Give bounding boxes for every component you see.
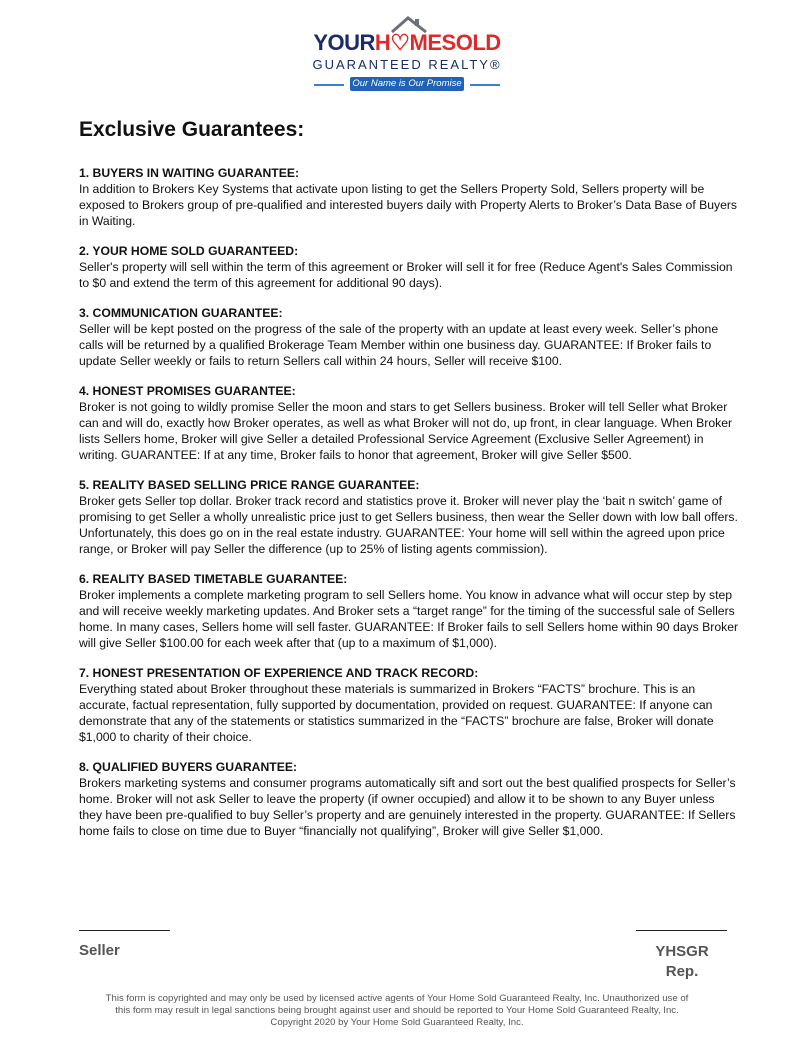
guarantee-title: 1. BUYERS IN WAITING GUARANTEE: [79,166,300,180]
rep-label [655,942,709,982]
guarantee-item [79,383,739,463]
page-title: Exclusive Guarantees: [79,118,305,141]
logo-letters-me: ME [409,30,442,55]
rep-label-line2: Rep. [665,963,699,980]
guarantee-title: 8. QUALIFIED BUYERS GUARANTEE: [79,760,298,774]
logo-tagline: Our Name is Our Promise [350,77,464,91]
logo-heart-icon: ♡ [390,30,410,55]
guarantee-title: 6. REALITY BASED TIMETABLE GUARANTEE: [79,572,348,586]
guarantee-text: In addition to Brokers Key Systems that activate upon listing to get the Sellers Property Sold, Sellers property will be exposed to Brokers group of pre-qualified and interested buyers daily with Property Alerts to Broker’s Data Base of Buyers in Waiting. [79,182,738,228]
tagline-right-rule [470,84,500,86]
logo-word-your: YOUR [313,30,375,55]
guarantee-text: Broker implements a complete marketing program to sell Sellers home. You know in advance what will occur step by step and will receive weekly marketing updates. And Broker sets a “target range” for the timing of the successful sale of Sellers home. In many cases, Sellers home will sell faster. GUARANTEE: If Broker fails to sell Sellers home within 90 days Broker will give Seller $100.00 for each week after that (up to a maximum of $1,000). [79,588,739,650]
logo-tagline-bar [314,77,500,91]
seller-signature-line[interactable] [79,930,170,931]
guarantee-title: 4. HONEST PROMISES GUARANTEE: [79,384,296,398]
guarantee-text: Everything stated about Broker throughout these materials is summarized in Brokers “FACTS” brochure. This is an accurate, factual representation, fully supported by documentation, provided on request. GUARANTEE: If anyone can demonstrate that any of the statements or statistics summarized in the “FACTS” brochure are false, Broker will donate $1,000 to charity of their choice. [79,682,714,744]
guarantee-item [79,571,739,651]
seller-label: Seller [79,942,120,959]
guarantee-item [79,243,739,291]
guarantee-item [79,165,739,229]
guarantee-text: Seller will be kept posted on the progress of the sale of the property with an update at least every week. Seller’s phone calls will be returned by a qualified Brokerage Team Member within one business day. GUARANTEE: If Broker fails to update Seller weekly or fails to return Sellers call within 24 hours, Seller will receive $100. [79,322,719,368]
copyright-footer [80,993,714,1029]
logo-letter-h: H [374,30,391,55]
logo-subtitle: GUARANTEED REALTY® [312,57,502,72]
guarantee-item [79,477,739,557]
footer-line-3: Copyright 2020 by Your Home Sold Guaranteed Realty, Inc. [270,1017,524,1028]
company-logo [296,14,518,94]
footer-line-2: this form may result in legal sanctions being brought against user and should be reported to Your Home Sold Guaranteed Realty, Inc. [115,1005,679,1016]
guarantee-text: Broker gets Seller top dollar. Broker track record and statistics prove it. Broker will never play the ‘bait n switch’ game of promising to get Seller a wholly unrealistic price just to get Sellers business, then wear the Seller down with low ball offers. Unfortunately, this does go on in the real estate industry. GUARANTEE: Your home will sell within the agreed upon price range, or Broker will pay Seller the difference (up to 25% of listing agents commission). [79,494,738,556]
guarantee-text: Seller's property will sell within the term of this agreement or Broker will sell it for free (Reduce Agent's Sales Commission to $0 and extend the term of this agreement for additional 90 days). [79,260,733,290]
guarantee-title: 3. COMMUNICATION GUARANTEE: [79,306,283,320]
guarantees-list [79,165,739,853]
logo-wordmark [296,30,518,56]
guarantee-item [79,759,739,839]
guarantee-text: Broker is not going to wildly promise Seller the moon and stars to get Sellers business. Broker will tell Seller what Broker can and will do, exactly how Broker operates, as well as what Broker will not do, up front, in clear language. When Broker lists Sellers home, Broker will give Seller a detailed Professional Service Agreement (Exclusive Seller Agreement) in writing. GUARANTEE: If at any time, Broker fails to honor that agreement, Broker will give Seller $500. [79,400,733,462]
guarantee-text: Brokers marketing systems and consumer programs automatically sift and sort out the best qualified prospects for Seller’s home. Broker will not ask Seller to leave the property (if owner occupied) and allow it to be shown to any Buyer unless they have been pre-qualified to buy Seller’s property and are genuinely interested in the property. GUARANTEE: If Sellers home fails to close on time due to Buyer “financially not qualifying”, Broker will give Seller $1,000. [79,776,736,838]
rep-label-line1: YHSGR [655,943,709,960]
guarantee-title: 2. YOUR HOME SOLD GUARANTEED: [79,244,299,258]
guarantee-title: 7. HONEST PRESENTATION OF EXPERIENCE AND TRACK RECORD: [79,666,479,680]
tagline-left-rule [314,84,344,86]
logo-word-sold: SOLD [441,30,501,55]
guarantee-item [79,665,739,745]
rep-signature-line[interactable] [636,930,727,931]
footer-line-1: This form is copyrighted and may only be used by licensed active agents of Your Home Sold Guaranteed Realty, Inc. Unauthorized use of [105,993,689,1004]
guarantee-title: 5. REALITY BASED SELLING PRICE RANGE GUARANTEE: [79,478,420,492]
guarantee-item [79,305,739,369]
